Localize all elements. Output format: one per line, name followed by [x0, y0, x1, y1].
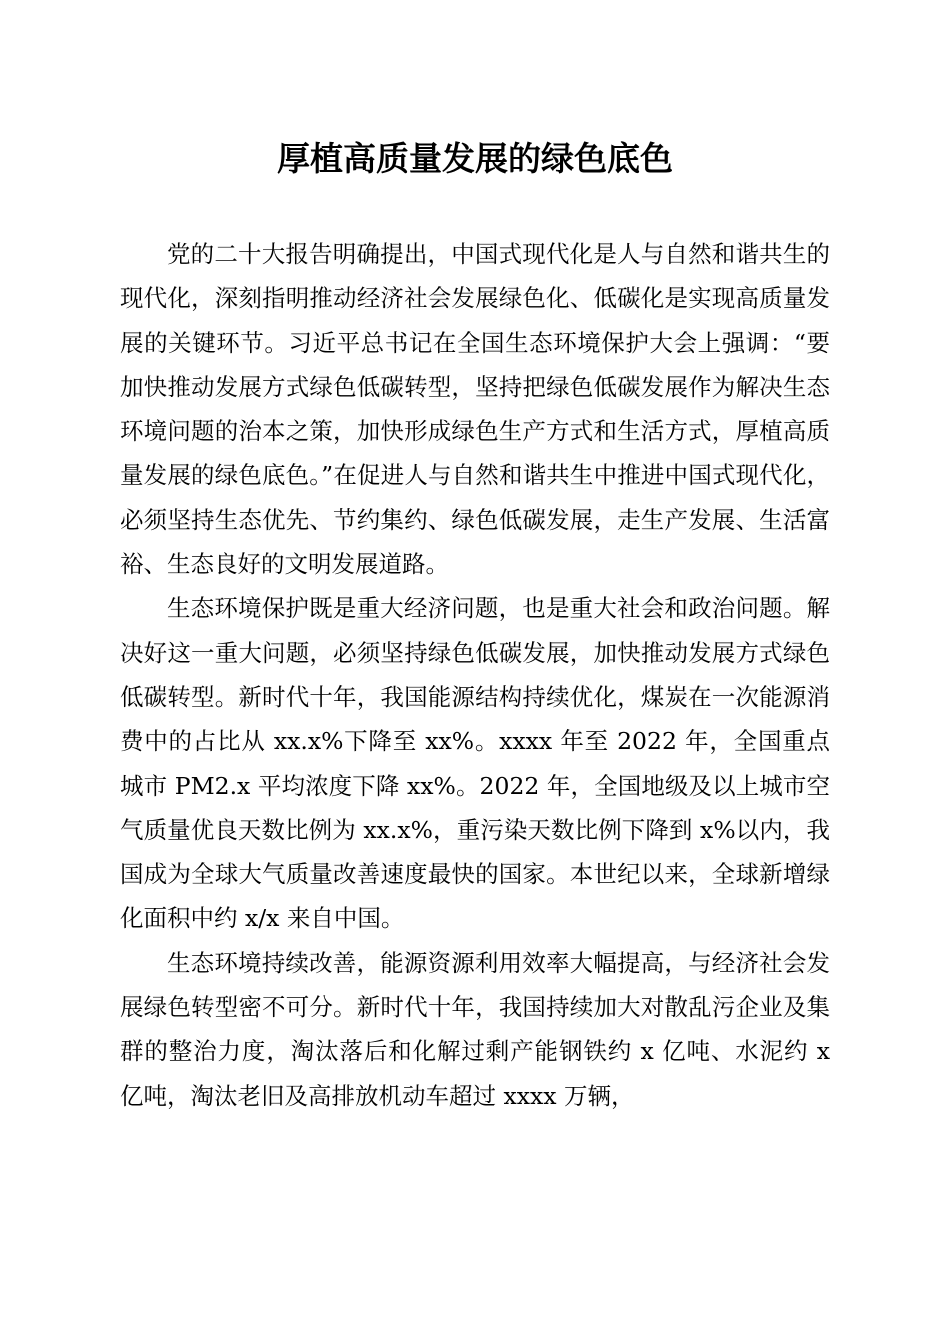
document-body: [120, 232, 830, 1118]
paragraph-3: 生态环境持续改善，能源资源利用效率大幅提高，与经济社会发展绿色转型密不可分。新时代十年，我国持续加大对散乱污企业及集群的整治力度，淘汰落后和化解过剩产能钢铁约 x 亿吨、水泥约 x 亿吨，淘汰老旧及高排放机动车超过 xxxx 万辆，: [120, 948, 830, 1110]
paragraph-2: 生态环境保护既是重大经济问题，也是重大社会和政治问题。解决好这一重大问题，必须坚持绿色低碳发展，加快推动发展方式绿色低碳转型。新时代十年，我国能源结构持续优化，煤炭在一次能源消费中的占比从 xx.x%下降至 xx%。xxxx 年至 2022 年，全国重点城市 PM2.x 平均浓度下降 xx%。2022 年，全国地级及以上城市空气质量优良天数比例为 xx.x%，重污染天数比例下降到 x%以内，我国成为全球大气质量改善速度最快的国家。本世纪以来，全球新增绿化面积中约 x/x 来自中国。: [120, 594, 830, 933]
paragraph-1: 党的二十大报告明确提出，中国式现代化是人与自然和谐共生的现代化，深刻指明推动经济社会发展绿色化、低碳化是实现高质量发展的关键环节。习近平总书记在全国生态环境保护大会上强调：“要加快推动发展方式绿色低碳转型，坚持把绿色低碳发展作为解决生态环境问题的治本之策，加快形成绿色生产方式和生活方式，厚植高质量发展的绿色底色。”在促进人与自然和谐共生中推进中国式现代化，必须坚持生态优先、节约集约、绿色低碳发展，走生产发展、生活富裕、生态良好的文明发展道路。: [120, 240, 830, 579]
document-title: 厚植高质量发展的绿色底色: [277, 139, 673, 178]
